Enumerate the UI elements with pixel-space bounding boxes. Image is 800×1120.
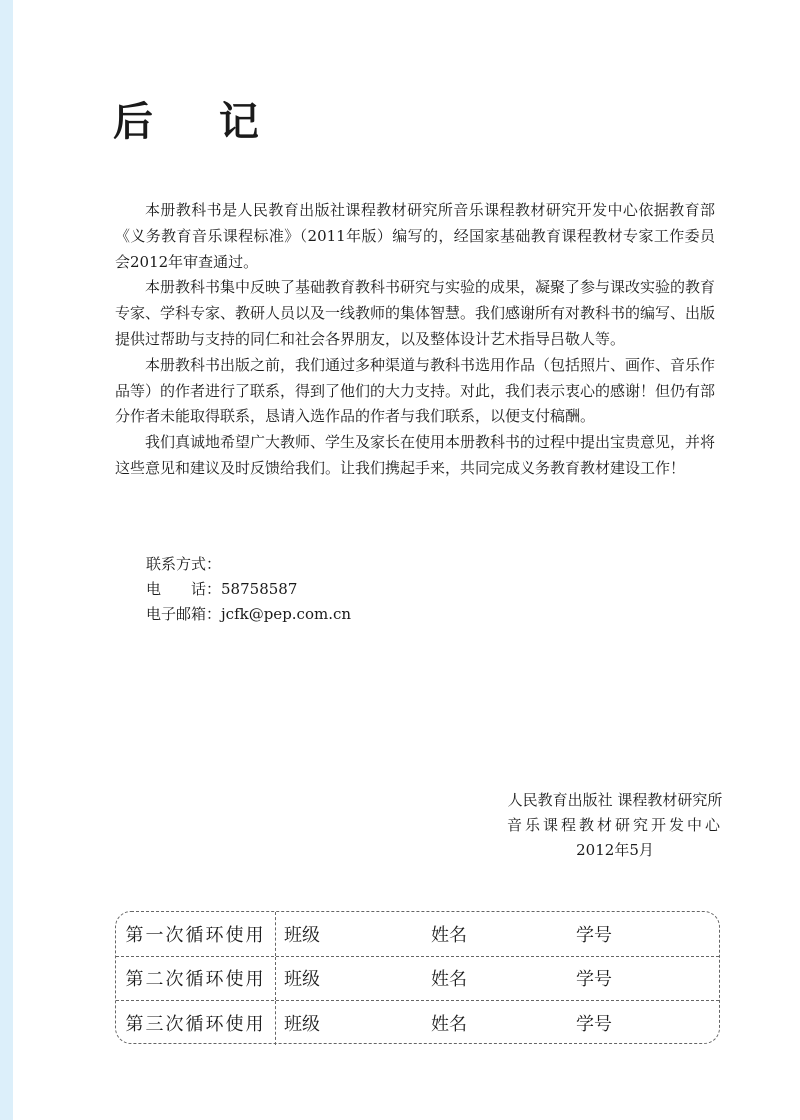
class-field-label: 班级 <box>284 924 320 946</box>
contact-phone <box>146 577 351 602</box>
signature-publisher: 人民教育出版社 课程教材研究所 <box>507 791 723 809</box>
name-field-label: 姓名 <box>431 924 467 946</box>
name-field-label: 姓名 <box>431 969 467 991</box>
afterword-body <box>115 198 715 482</box>
email-value: jcfk@pep.com.cn <box>221 605 352 623</box>
contact-email <box>146 602 351 627</box>
student-id-field-label: 学号 <box>576 924 612 946</box>
page-title: 后 记 <box>113 98 285 145</box>
class-field-label: 班级 <box>284 1013 320 1035</box>
phone-value: 58758587 <box>221 580 298 598</box>
signature-block <box>480 788 750 863</box>
paragraph-3: 本册教科书出版之前，我们通过多种渠道与教科书选用作品（包括照片、画作、音乐作品等）的作者进行了联系，得到了他们的大力支持。对此，我们表示衷心的感谢！但仍有部分作者未能取得联系，恳请入选作品的作者与我们联系，以便支付稿酬。 <box>115 355 716 426</box>
usage-cycle-label: 第三次循环使用 <box>116 1001 276 1045</box>
class-field-label: 班级 <box>284 969 320 991</box>
contact-heading: 联系方式： <box>146 555 222 573</box>
usage-row <box>116 1000 719 1045</box>
usage-row <box>116 912 719 956</box>
signature-center: 音乐课程教材研究开发中心 <box>506 816 723 834</box>
usage-cycle-label: 第二次循环使用 <box>116 957 276 1001</box>
student-id-field-label: 学号 <box>576 1013 612 1035</box>
paragraph-4: 我们真诚地希望广大教师、学生及家长在使用本册教科书的过程中提出宝贵意见，并将这些意见和建议及时反馈给我们。让我们携起手来，共同完成义务教育教材建设工作！ <box>115 433 716 477</box>
contact-info <box>146 552 351 627</box>
usage-record-table <box>115 911 720 1044</box>
paragraph-2: 本册教科书集中反映了基础教育教科书研究与实验的成果，凝聚了参与课改实验的教育专家、学科专家、教研人员以及一线教师的集体智慧。我们感谢所有对教科书的编写、出版提供过帮助与支持的同仁和社会各界朋友，以及整体设计艺术指导吕敬人等。 <box>115 278 716 348</box>
student-id-field-label: 学号 <box>576 969 612 991</box>
email-label: 电子邮箱： <box>146 605 222 623</box>
page-edge-strip <box>0 0 13 1120</box>
signature-date: 2012年5月 <box>576 841 654 859</box>
paragraph-1: 本册教科书是人民教育出版社课程教材研究所音乐课程教材研究开发中心依据教育部《义务教育音乐课程标准》（2011年版）编写的，经国家基础教育课程教材专家工作委员会2012年审查通过。 <box>115 201 715 271</box>
usage-cycle-label: 第一次循环使用 <box>116 912 276 956</box>
usage-row <box>116 956 719 1001</box>
name-field-label: 姓名 <box>431 1013 467 1035</box>
phone-label: 电 话： <box>146 580 222 598</box>
